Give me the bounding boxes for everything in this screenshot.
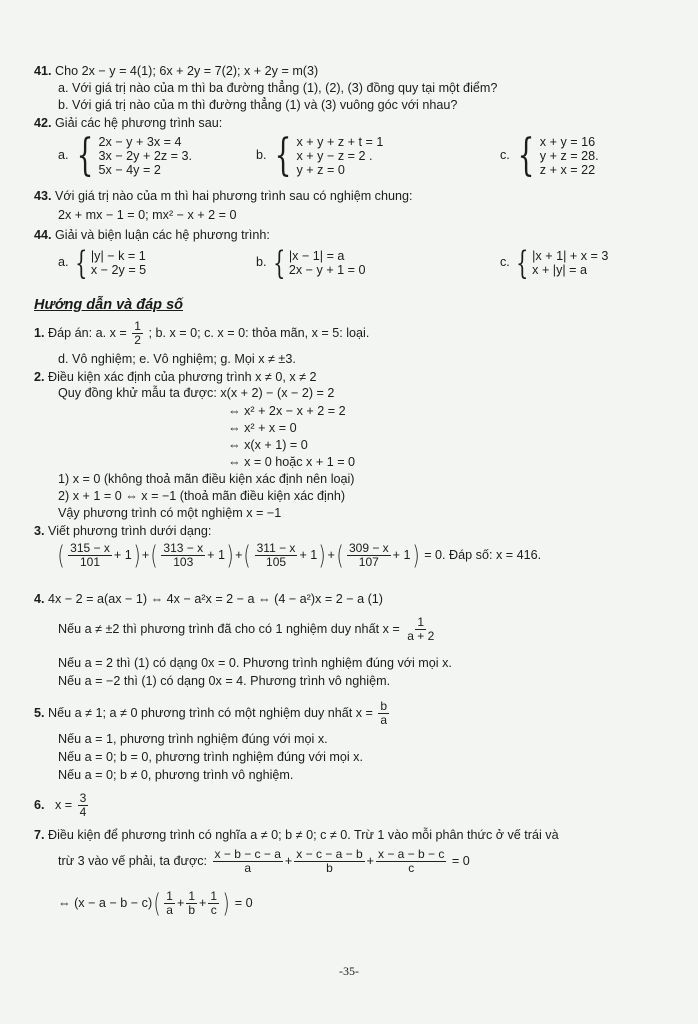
a7-f1-den: a	[244, 861, 252, 875]
paren-open: (	[153, 888, 161, 919]
a3-f1-num: 315 − x	[70, 541, 110, 555]
a7-tail-3: = 0	[234, 895, 253, 910]
q43-number: 43.	[34, 189, 52, 203]
a6-number: 6.	[34, 797, 45, 812]
q44-b-row-1: |x − 1| = a	[288, 249, 345, 263]
a3-plus1-4: + 1	[392, 547, 411, 562]
brace-icon: {	[274, 130, 291, 181]
a2-line-3: ⇔ x² + 2x − x + 2 = 2	[228, 404, 346, 418]
a3-plus1-3: + 1	[299, 547, 318, 562]
a5-fraction	[378, 700, 389, 727]
paren-close: )	[318, 540, 326, 571]
paren-close: )	[133, 540, 141, 571]
q42-b-row-3: y + z = 0	[296, 163, 345, 177]
q42-c-row-2: y + z = 28.	[539, 149, 599, 163]
a3-line-1	[34, 524, 211, 540]
q44-c-row-1: |x + 1| + x = 3	[532, 249, 609, 263]
q41-part-b: b. Với giá trị nào của m thì đường thẳng (1) và (3) vuông góc với nhau?	[58, 98, 458, 112]
a3-text: Viết phương trình dưới dạng:	[48, 524, 212, 538]
a3-plus1-1: + 1	[113, 547, 132, 562]
a2-line-1	[34, 370, 317, 386]
a2-number: 2.	[34, 370, 45, 384]
paren-close: )	[412, 540, 420, 571]
a3-plus1-2: + 1	[207, 547, 225, 562]
a6-frac-den: 4	[79, 805, 87, 819]
q44-a-row-1: |y| − k = 1	[90, 249, 146, 263]
q42-system-b	[256, 130, 384, 181]
a4-line-3: Nếu a = 2 thì (1) có dạng 0x = 0. Phương trình nghiệm đúng với mọi x.	[58, 656, 452, 670]
q44-b-row-2: 2x − y + 1 = 0	[288, 263, 366, 277]
a2-line-5: ⇔ x(x + 1) = 0	[228, 438, 308, 452]
a7-f2-den: b	[326, 861, 333, 875]
a7-line-1	[34, 828, 559, 844]
a4-line-4: Nếu a = −2 thì (1) có dạng 0x = 4. Phương trình vô nghiệm.	[58, 674, 391, 688]
a7-text-2: trừ 3 vào vế phải, ta được:	[58, 853, 208, 868]
a3-frac-2	[161, 542, 205, 569]
a1-pre: Đáp án: a. x =	[48, 325, 127, 340]
a2-line-7: 1) x = 0 (không thoả mãn điều kiện xác định nên loại)	[58, 472, 355, 486]
a2-line-9: Vậy phương trình có một nghiệm x = −1	[58, 506, 282, 520]
a7-g3	[208, 890, 219, 917]
a7-g1-den: a	[166, 903, 173, 917]
q44-system-a	[58, 244, 147, 282]
a1-line-2: d. Vô nghiệm; e. Vô nghiệm; g. Mọi x ≠ ±3.	[58, 352, 296, 366]
a5-line-3: Nếu a = 0; b = 0, phương trình nghiệm đúng với mọi x.	[58, 750, 363, 764]
a7-frac-2	[294, 848, 364, 875]
a4-line-1	[34, 592, 383, 608]
a3-tail: = 0. Đáp số: x = 416.	[424, 547, 542, 562]
a3-frac-3	[255, 542, 298, 569]
a6-line	[34, 792, 90, 819]
a7-f2-num: x − c − a − b	[296, 847, 363, 861]
q44-c-row-2: x + |y| = a	[532, 263, 588, 277]
q42-a-label: a.	[58, 148, 69, 163]
paren-close: )	[222, 888, 230, 919]
brace-icon: {	[76, 130, 93, 181]
a3-f4-den: 107	[358, 555, 379, 569]
a7-number: 7.	[34, 828, 45, 842]
a7-line-2: trừ 3 vào vế phải, ta được: $\frac{x - b - c - a}{a}$ + $\frac{x - c - a - b}{b}$ + $\frac{x - a - b - c}{c}$ = 0	[58, 847, 470, 875]
a7-g3-num: 1	[210, 889, 218, 903]
q42-b-label: b.	[256, 148, 267, 163]
a7-frac-1	[213, 848, 283, 875]
a3-f3-num: 311 − x	[256, 541, 296, 555]
q42-a-row-2: 3x − 2y + 2z = 3.	[98, 149, 192, 163]
q44-system-c	[500, 244, 609, 282]
a5-line-2: Nếu a = 1, phương trình nghiệm đúng với mọi x.	[58, 732, 328, 746]
q41-line	[34, 64, 318, 80]
a7-g3-den: c	[210, 903, 217, 917]
q43-text: Với giá trị nào của m thì hai phương trình sau có nghiệm chung:	[55, 189, 413, 203]
a5-line-4: Nếu a = 0; b ≠ 0, phương trình vô nghiệm.	[58, 768, 294, 782]
q44-a-row-2: x − 2y = 5	[90, 263, 147, 277]
a7-f3-den: c	[408, 861, 415, 875]
a4-line-2	[58, 616, 438, 643]
paren-open: (	[150, 540, 158, 571]
a3-f3-den: 105	[266, 555, 287, 569]
q42-a-row-1: 2x − y + 3x = 4	[98, 135, 182, 149]
a3-number: 3.	[34, 524, 45, 538]
a5-number: 5.	[34, 705, 45, 720]
a7-g1	[164, 890, 175, 917]
a1-fraction	[132, 320, 143, 347]
q41-text: Cho 2x − y = 4(1); 6x + 2y = 7(2); x + 2y = m(3)	[55, 64, 319, 78]
q44-text: Giải và biện luận các hệ phương trình:	[55, 228, 270, 242]
a3-f2-den: 103	[173, 555, 194, 569]
a4-number: 4.	[34, 592, 45, 606]
page-number: -35-	[339, 964, 359, 978]
q44-a-label: a.	[58, 255, 69, 270]
a5-frac-num: b	[380, 699, 388, 713]
a3-f1-den: 101	[79, 555, 101, 569]
brace-icon: {	[272, 244, 285, 282]
a7-f1-num: x − b − c − a	[214, 847, 281, 861]
brace-icon: {	[517, 130, 535, 181]
q42-c-label: c.	[500, 148, 510, 163]
q42-system-a	[58, 130, 192, 181]
a3-equation: ( $\frac{315 - x}{101}$ + 1) +( $\frac{313 - x}{103}$ + 1) +( $\frac{311 - x}{105}$ + 1) +( $\frac{309 - x}{107}$ + 1) = 0. Đáp số: x = 416.	[57, 540, 542, 571]
a3-f4-num: 309 − x	[348, 541, 389, 555]
a3-frac-1	[68, 542, 112, 569]
a3-frac-4	[347, 542, 391, 569]
a5-frac-den: a	[380, 713, 388, 727]
a4-frac-num: 1	[417, 615, 425, 629]
a7-frac-3	[376, 848, 446, 875]
q41-number: 41.	[34, 64, 52, 78]
q43-line	[34, 189, 413, 205]
a2-line-2: Quy đồng khử mẫu ta được: x(x + 2) − (x − 2) = 2	[58, 386, 335, 400]
a1-number: 1.	[34, 325, 45, 340]
q44-b-label: b.	[256, 255, 267, 270]
a7-f3-num: x − a − b − c	[378, 847, 445, 861]
a7-tail-2: = 0	[451, 853, 470, 868]
a1-post: ; b. x = 0; c. x = 0: thỏa mãn, x = 5: loại.	[148, 325, 370, 340]
q44-line	[34, 228, 270, 244]
a6-frac-num: 3	[79, 791, 87, 805]
a7-line-3: ⇔ (x − a − b − c)( $\frac{1}{a}$ + $\frac{1}{b}$ + $\frac{1}{c}$ ) = 0	[58, 888, 253, 919]
a4-text-1: 4x − 2 = a(ax − 1) ⇔ 4x − a²x = 2 − a ⇔ (4 − a²)x = 2 − a (1)	[48, 592, 383, 606]
q42-c-row-1: x + y = 16	[539, 135, 596, 149]
a7-text-3: ⇔ (x − a − b − c)	[58, 895, 153, 910]
a7-g1-num: 1	[166, 889, 173, 903]
a7-text-1: Điều kiện để phương trình có nghĩa a ≠ 0; b ≠ 0; c ≠ 0. Trừ 1 vào mỗi phân thức ở vế trái và	[48, 828, 559, 842]
answers-heading: Hướng dẫn và đáp số	[34, 297, 183, 313]
q42-system-c	[500, 130, 599, 181]
a2-line-8: 2) x + 1 = 0 ⇔ x = −1 (thoả mãn điều kiện xác định)	[58, 489, 346, 503]
a5-text-1: Nếu a ≠ 1; a ≠ 0 phương trình có một nghiệm duy nhất x =	[48, 705, 373, 720]
q44-c-label: c.	[500, 255, 510, 270]
brace-icon: {	[515, 244, 529, 282]
a4-fraction	[405, 616, 436, 643]
q42-line	[34, 116, 222, 132]
brace-icon: {	[74, 244, 87, 282]
a7-g2-den: b	[188, 903, 196, 917]
q43-equation: 2x + mx − 1 = 0; mx² − x + 2 = 0	[58, 208, 237, 222]
q41-part-a: a. Với giá trị nào của m thì ba đường thẳng (1), (2), (3) đồng quy tại một điểm?	[58, 81, 498, 95]
q42-a-row-3: 5x − 4y = 2	[98, 163, 161, 177]
q44-system-b	[256, 244, 366, 282]
q42-text: Giải các hệ phương trình sau:	[55, 116, 223, 130]
a1-frac-den: 2	[134, 333, 141, 347]
a2-line-6: ⇔ x = 0 hoặc x + 1 = 0	[228, 455, 356, 469]
paren-open: (	[57, 540, 65, 571]
a3-f2-num: 313 − x	[163, 541, 204, 555]
a6-pre: x =	[55, 797, 73, 812]
q42-b-row-1: x + y + z + t = 1	[296, 135, 384, 149]
a1-line	[34, 320, 369, 347]
paren-open: (	[336, 540, 344, 571]
a2-line-4: ⇔ x² + x = 0	[228, 421, 297, 435]
q44-number: 44.	[34, 228, 52, 242]
a4-text-2: Nếu a ≠ ±2 thì phương trình đã cho có 1 nghiệm duy nhất x =	[58, 621, 400, 636]
a2-text-1: Điều kiện xác định của phương trình x ≠ 0, x ≠ 2	[48, 370, 317, 384]
a4-frac-den: a + 2	[407, 629, 435, 643]
a6-fraction	[78, 792, 89, 819]
q42-number: 42.	[34, 116, 52, 130]
paren-close: )	[226, 540, 234, 571]
a7-g2-num: 1	[188, 889, 196, 903]
paren-open: (	[243, 540, 252, 571]
a5-line-1	[34, 700, 391, 727]
a7-g2	[186, 890, 197, 917]
q42-c-row-3: z + x = 22	[539, 163, 596, 177]
q42-b-row-2: x + y − z = 2 .	[296, 149, 373, 163]
a1-frac-num: 1	[134, 319, 141, 333]
